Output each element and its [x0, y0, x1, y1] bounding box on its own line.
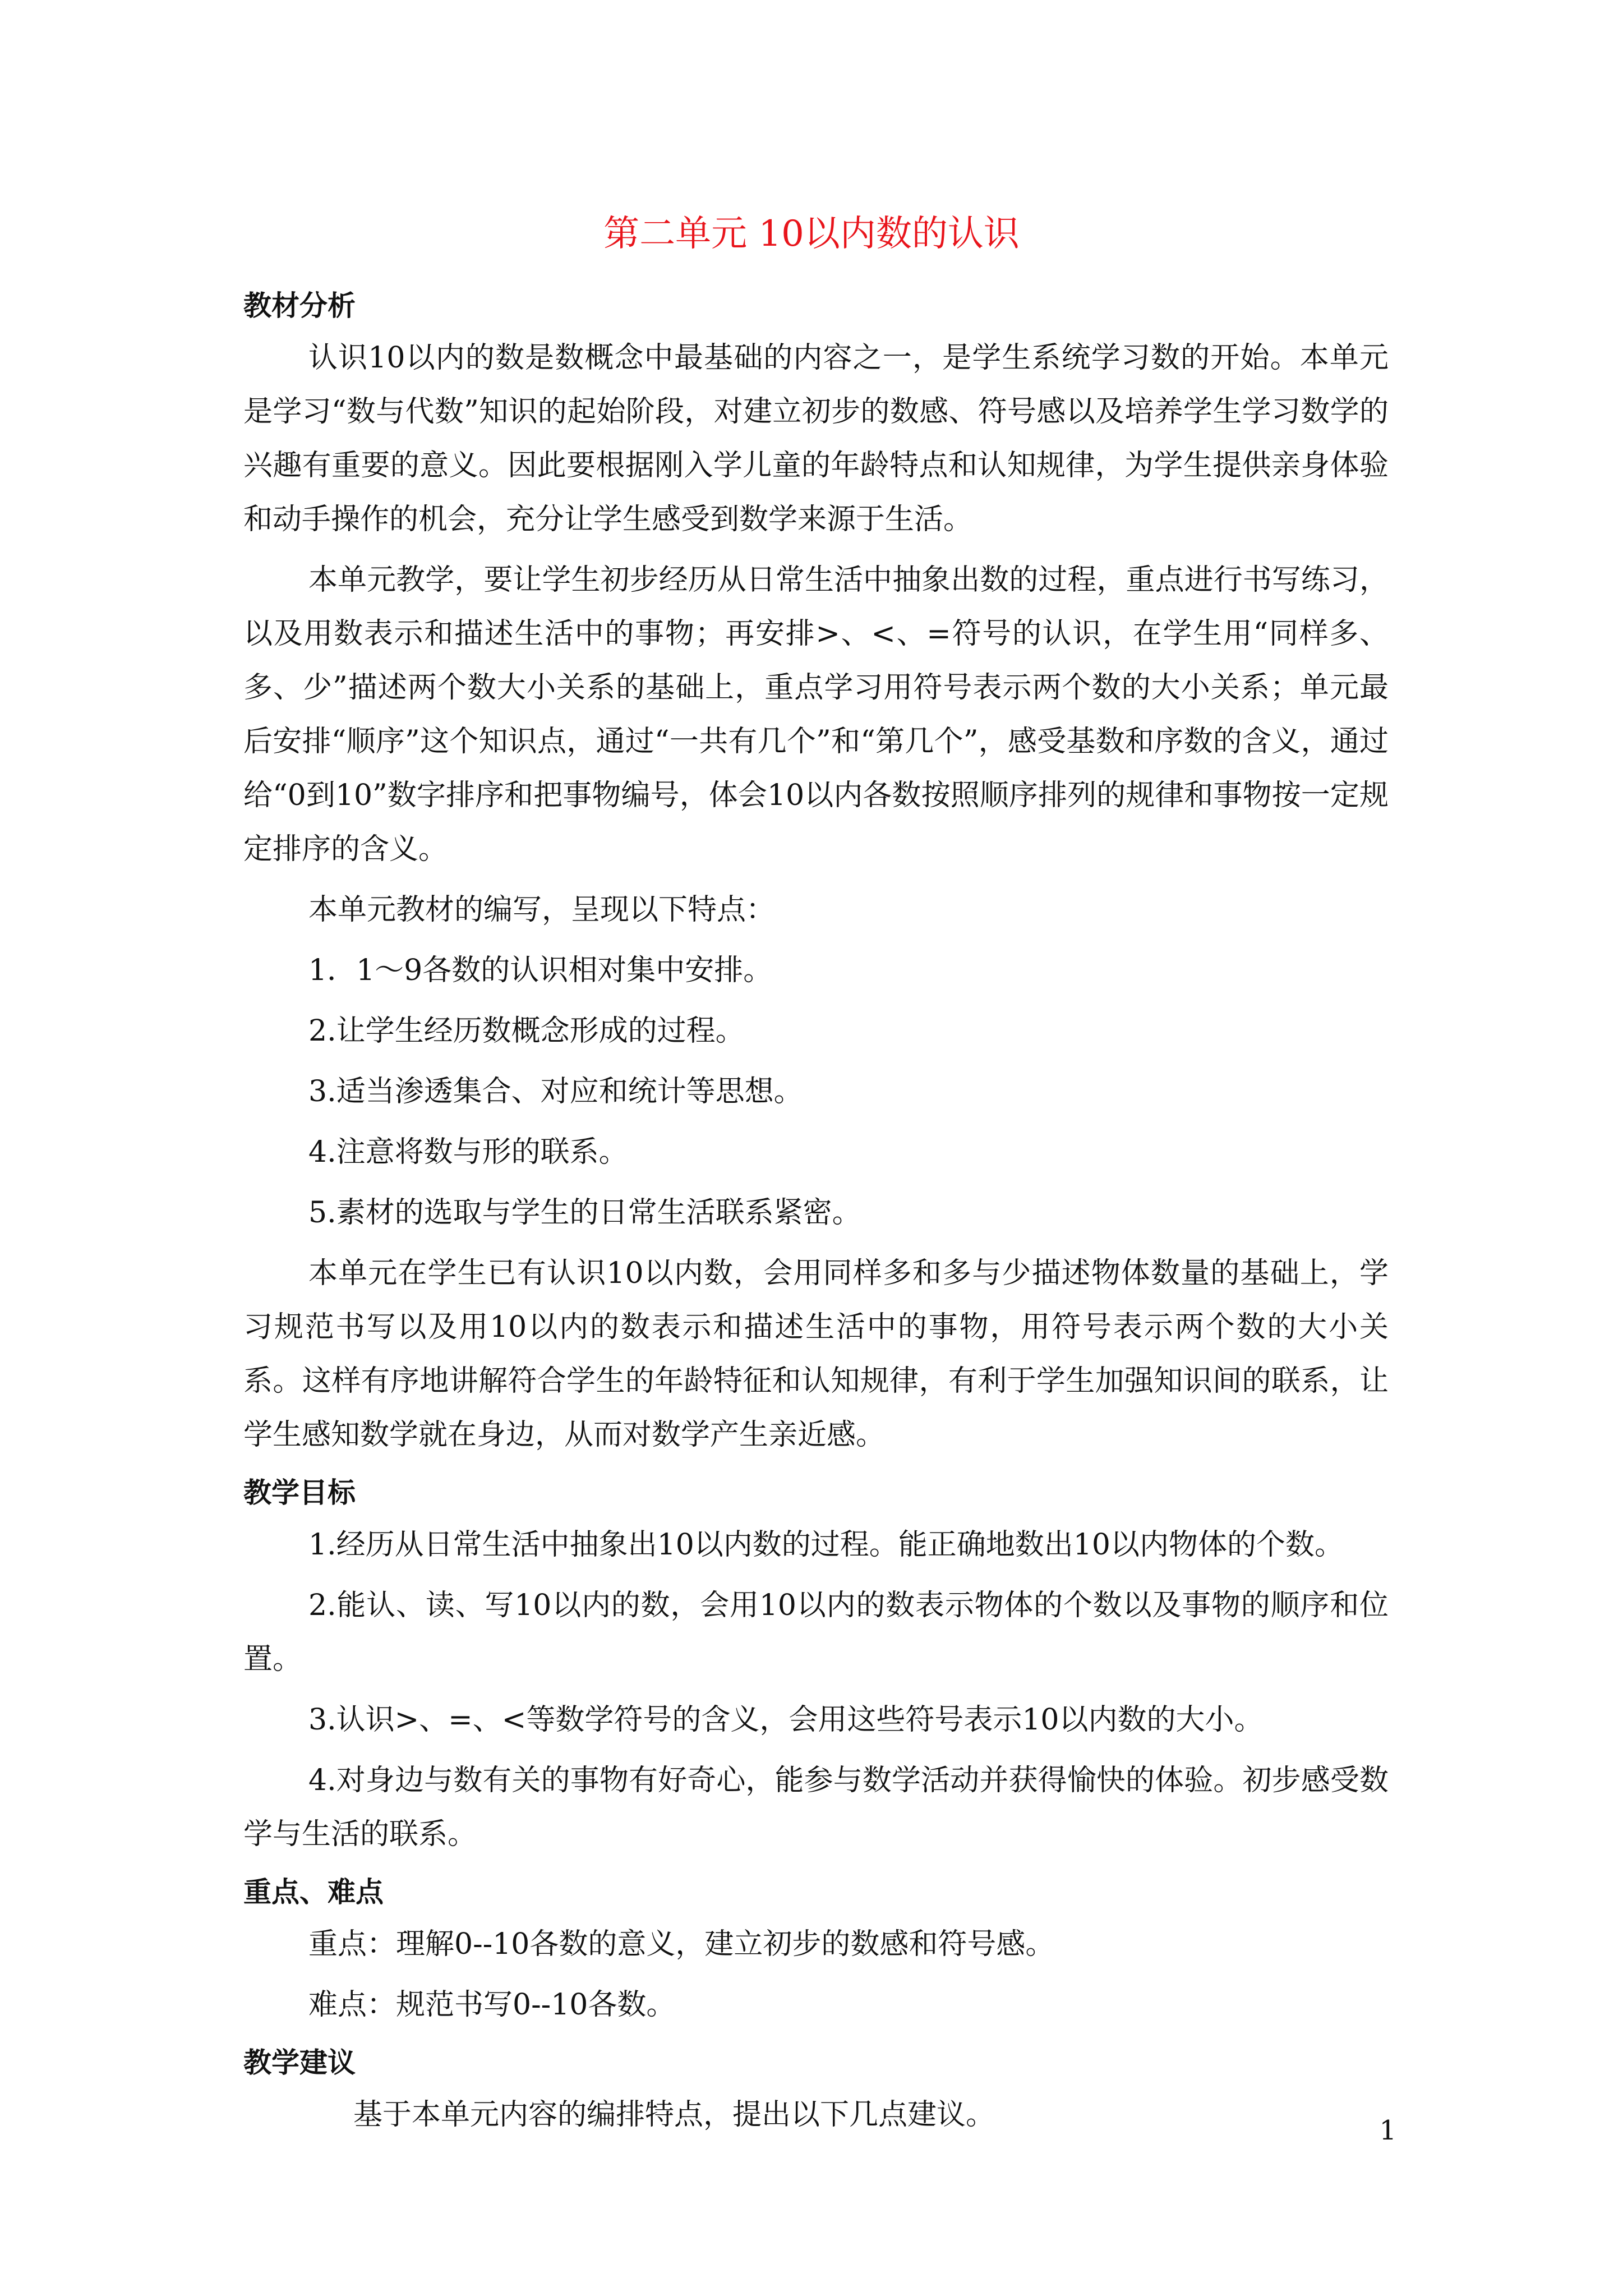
list-item: 4.注意将数与形的联系。: [308, 1135, 628, 1169]
page-title: 第二单元 10以内数的认识: [603, 213, 1020, 255]
list-item: 3.适当渗透集合、对应和统计等思想。: [308, 1075, 803, 1108]
paragraph: 本单元教学，要让学生初步经历从日常生活中抽象出数的过程，重点进行书写练习，以及用数表示和描述生活中的事物；再安排>、<、=符号的认识，在学生用“同样多、多、少”描述两个数大小关系的基础上，重点学习用符号表示两个数的大小关系；单元最后安排“顺序”这个知识点，通过“一共有几个”和“第几个”，感受基数和序数的含义，通过给“0到10”数字排序和把事物编号，体会10以内各数按照顺序排列的规律和事物按一定规定排序的含义。: [243, 563, 1389, 866]
paragraph: 重点：理解0--10各数的意义，建立初步的数感和符号感。: [308, 1927, 1055, 1961]
section-heading-analysis: 教材分析: [243, 289, 356, 322]
paragraph: 本单元教材的编写，呈现以下特点：: [308, 893, 776, 927]
section-heading-goals: 教学目标: [243, 1476, 356, 1509]
list-item: 2.能认、读、写10以内的数，会用10以内的数表示物体的个数以及事物的顺序和位置。: [243, 1589, 1389, 1676]
paragraph: 认识10以内的数是数概念中最基础的内容之一，是学生系统学习数的开始。本单元是学习“数与代数”知识的起始阶段，对建立初步的数感、符号感以及培养学生学习数学的兴趣有重要的意义。因此要根据刚入学儿童的年龄特点和认知规律，为学生提供亲身体验和动手操作的机会，充分让学生感受到数学来源于生活。: [243, 341, 1389, 536]
paragraph: 基于本单元内容的编排特点，提出以下几点建议。: [353, 2098, 995, 2132]
paragraph: 本单元在学生已有认识10以内数，会用同样多和多与少描述物体数量的基础上，学习规范书写以及用10以内的数表示和描述生活中的事物，用符号表示两个数的大小关系。这样有序地讲解符合学生的年龄特征和认知规律，有利于学生加强知识间的联系，让学生感知数学就在身边，从而对数学产生亲近感。: [243, 1257, 1389, 1452]
list-item: 5.素材的选取与学生的日常生活联系紧密。: [308, 1196, 861, 1230]
list-item: 1．1～9各数的认识相对集中安排。: [308, 954, 773, 987]
section-heading-key-points: 重点、难点: [243, 1876, 384, 1908]
list-item: 2.让学生经历数概念形成的过程。: [308, 1014, 745, 1048]
paragraph: 难点：规范书写0--10各数。: [308, 1988, 676, 2022]
document-body: [243, 280, 1389, 2142]
list-item: 3.认识>、=、<等数学符号的含义，会用这些符号表示10以内数的大小。: [308, 1703, 1264, 1737]
list-item: 1.经历从日常生活中抽象出10以内数的过程。能正确地数出10以内物体的个数。: [308, 1528, 1344, 1562]
list-item: 4.对身边与数有关的事物有好奇心，能参与数学活动并获得愉快的体验。初步感受数学与生活的联系。: [243, 1764, 1389, 1851]
page-number: 1: [1379, 2115, 1396, 2146]
section-heading-suggestions: 教学建议: [243, 2046, 356, 2079]
